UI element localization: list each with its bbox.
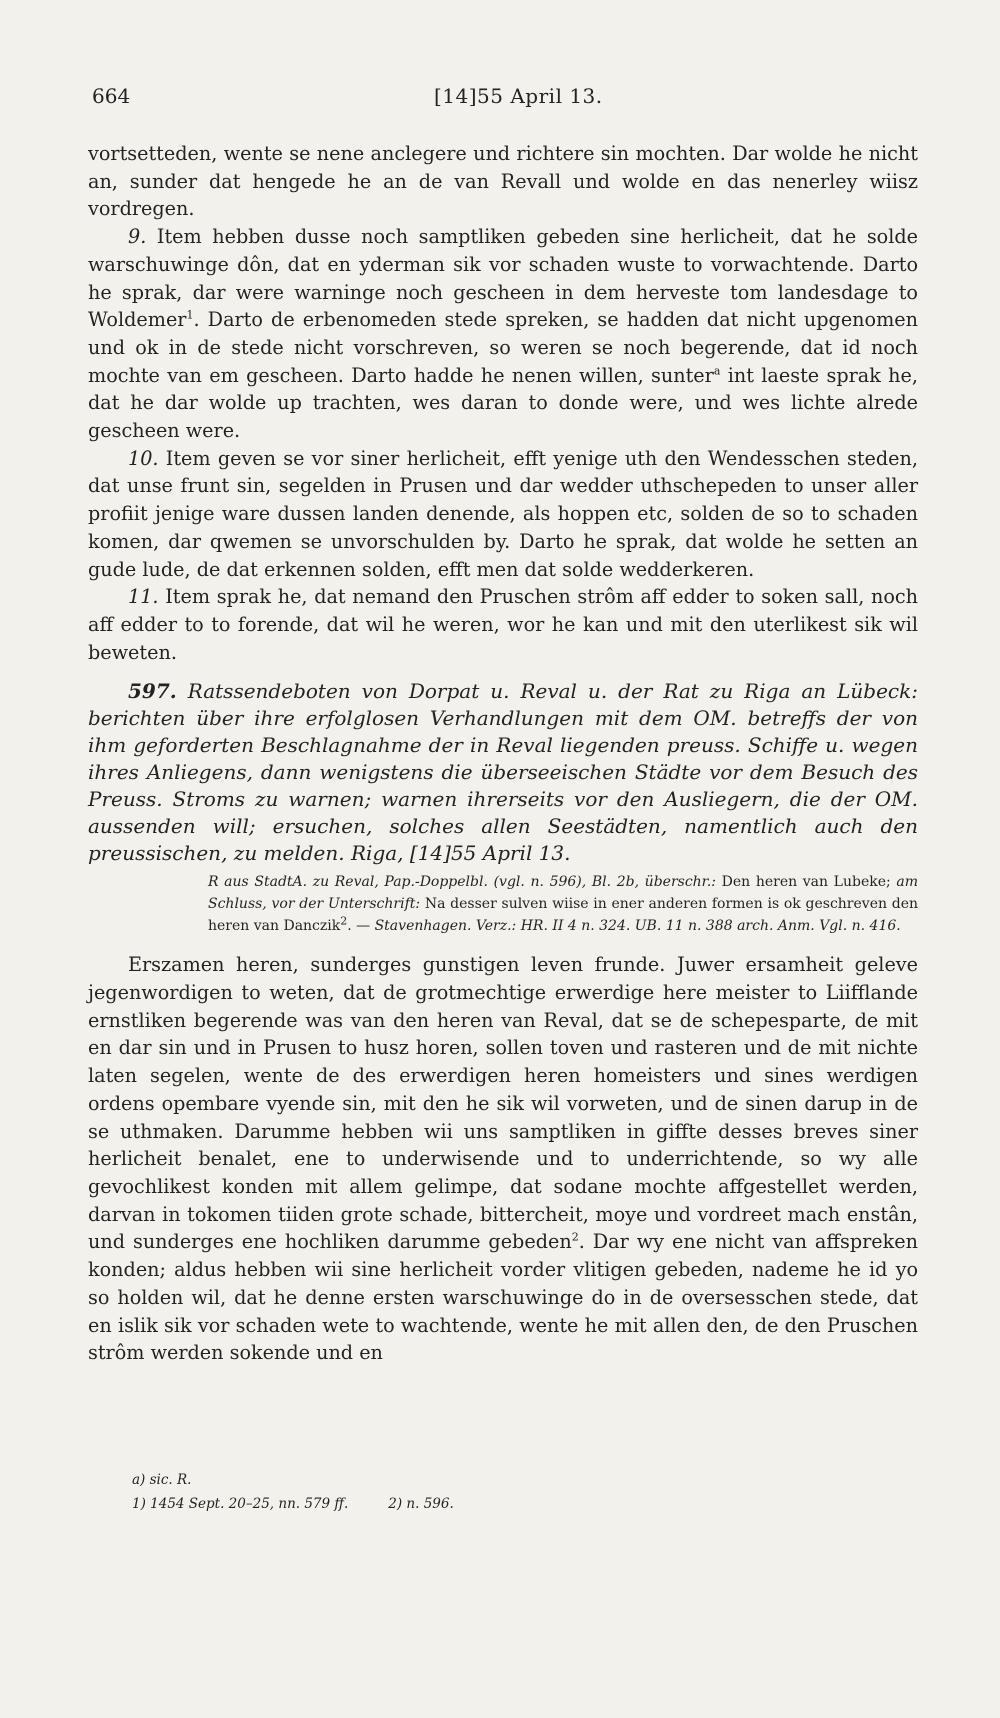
footnote-ref: 2 bbox=[571, 1231, 579, 1244]
main-text bbox=[88, 140, 918, 1367]
letter-body: . Dar wy ene nicht van affspreken konden; aldus hebben wii sine herlicheit vorder vlitigen gebeden, nademe he id yo so holden wil, dat he denne ersten warschuwinge do in de oversesschen stede, dat en islik sik vor schaden wete to wachtende, wente he mit allen den, de den Pruschen strôm werden sokende und en bbox=[88, 1230, 918, 1365]
footnote-ref: 1 bbox=[186, 308, 194, 322]
footnote-ref: a bbox=[713, 364, 721, 378]
source-text: . — bbox=[347, 918, 371, 935]
section-number: 10. bbox=[128, 446, 159, 470]
footnotes bbox=[132, 1468, 892, 1516]
letter-text bbox=[88, 951, 918, 1367]
paragraph-text: . Darto de erbenomeden stede spreken, se hadden dat nicht upgenomen und ok in de stede nicht vorschreven, so weren se noch begerende, dat id noch mochte van em gescheen. Darto hadde he nenen willen, sunter bbox=[88, 308, 918, 387]
paragraph-text: Item sprak he, dat nemand den Pruschen strôm aff edder to soken sall, noch aff edder to to forende, dat wil he weren, wor he kan und mit den uterlikest sik wil beweten. bbox=[88, 585, 918, 664]
footnote-2: 2) n. 596. bbox=[388, 1496, 454, 1512]
paragraph-text: int laeste sprak he, dat he dar wolde up trachten, wes daran to donde were, und wes lichte alrede gescheen were. bbox=[88, 363, 918, 443]
letter-body: Erszamen heren, sunderges gunstigen leven frunde. Juwer ersamheit geleve jegenwordigen to weten, dat de grotmechtige erwerdige here meister to Liifflande ernstliken begerende was van den heren van Reval, dat se de schepesparte, de mit en dar sin und in Prusen to husz horen, sollen toven und rasteren und de mit nichte laten segelen, wente de des erwerdigen heren homeisters und sines werdigen ordens opembare vyende sin, mit den he sik wil vorweten, und de sinen darup in de se uthmaken. Darumme hebben wii uns samptliken in giffte desses breves siner herlicheit benalet, ene to underwisende und to underrichtende, so wy alle gevochlikest konden mit allem gelimpe, dat sodane mochte affgestellet werden, darvan in tokomen tiiden grote schade, bittercheit, moye und vordreet mach enstân, und sunderges ene hochliken darumme gebeden bbox=[88, 953, 918, 1254]
page-number: 664 bbox=[92, 84, 131, 108]
section-number: 9. bbox=[128, 225, 147, 249]
document-regest bbox=[88, 678, 918, 867]
source-text: Na desser sulven wiise in ener anderen formen is ok geschreven den heren van Danczik bbox=[208, 896, 918, 935]
source-text: am Schluss, vor der Unterschrift: bbox=[208, 874, 919, 913]
paragraph-text: Item hebben dusse noch samptliken gebeden sine herlicheit, dat he solde warschuwinge dôn, dat en yderman sik vor schaden wuste to vorwachtende. Darto he sprak, dar were warninge noch gescheen in dem herveste tom landesdage to Woldemer bbox=[88, 225, 918, 332]
document-number: 597. bbox=[128, 679, 177, 704]
footnote-1: 1) 1454 Sept. 20–25, nn. 579 ff. bbox=[132, 1496, 349, 1512]
footnote-ref: 2 bbox=[340, 914, 348, 928]
footnote-line bbox=[132, 1492, 892, 1516]
paragraph-text: Item geven se vor siner herlicheit, efft yenige uth den Wendesschen steden, dat unse frunt sin, segelden in Prusen und dar wedder uthschepeden to unser aller profiit jenige ware dussen landen denende, als hoppen etc, solden de so to schaden komen, dar qwemen se unvorschulden by. Darto he sprak, dat wolde he setten an gude lude, de dat erkennen solden, efft men dat solde wedderkeren. bbox=[88, 446, 918, 581]
section-number: 11. bbox=[128, 585, 159, 609]
source-text: Den heren van Lubeke; bbox=[721, 874, 891, 891]
paragraph-9 bbox=[88, 223, 918, 445]
source-text: R aus StadtA. zu Reval, Pap.-Doppelbl. (vgl. n. 596), Bl. 2b, überschr.: bbox=[208, 874, 716, 891]
paragraph-11 bbox=[88, 583, 918, 666]
source-note bbox=[208, 871, 918, 937]
paragraph-10 bbox=[88, 445, 918, 584]
page-header bbox=[92, 84, 912, 114]
source-text: Stavenhagen. Verz.: HR. II 4 n. 324. UB. 11 n. 388 arch. Anm. Vgl. n. 416. bbox=[374, 918, 901, 935]
paragraph-text: vortsetteden, wente se nene anclegere und richtere sin mochten. Dar wolde he nicht an, sunder dat hengede he an de van Revall und wolde en das nenerley wiisz vordregen. bbox=[88, 142, 918, 221]
running-date: [14]55 April 13. bbox=[434, 84, 603, 108]
regest-text: Ratssendeboten von Dorpat u. Reval u. der Rat zu Riga an Lübeck: berichten über ihre erfolglosen Verhandlungen mit dem OM. betreffs der von ihm geforderten Beschlagnahme der in Reval liegenden preuss. Schiffe u. wegen ihres Anliegens, dann wenigstens die überseeischen Städte vor dem Besuch des Preuss. Stroms zu warnen; warnen ihrerseits vor den Ausliegern, die der OM. aussenden will; ersuchen, solches allen Seestädten, namentlich auch den preussischen, zu melden. Riga, [14]55 April 13. bbox=[88, 679, 918, 866]
footnote-a: a) sic. R. bbox=[132, 1472, 192, 1488]
paragraph-continuation bbox=[88, 140, 918, 223]
